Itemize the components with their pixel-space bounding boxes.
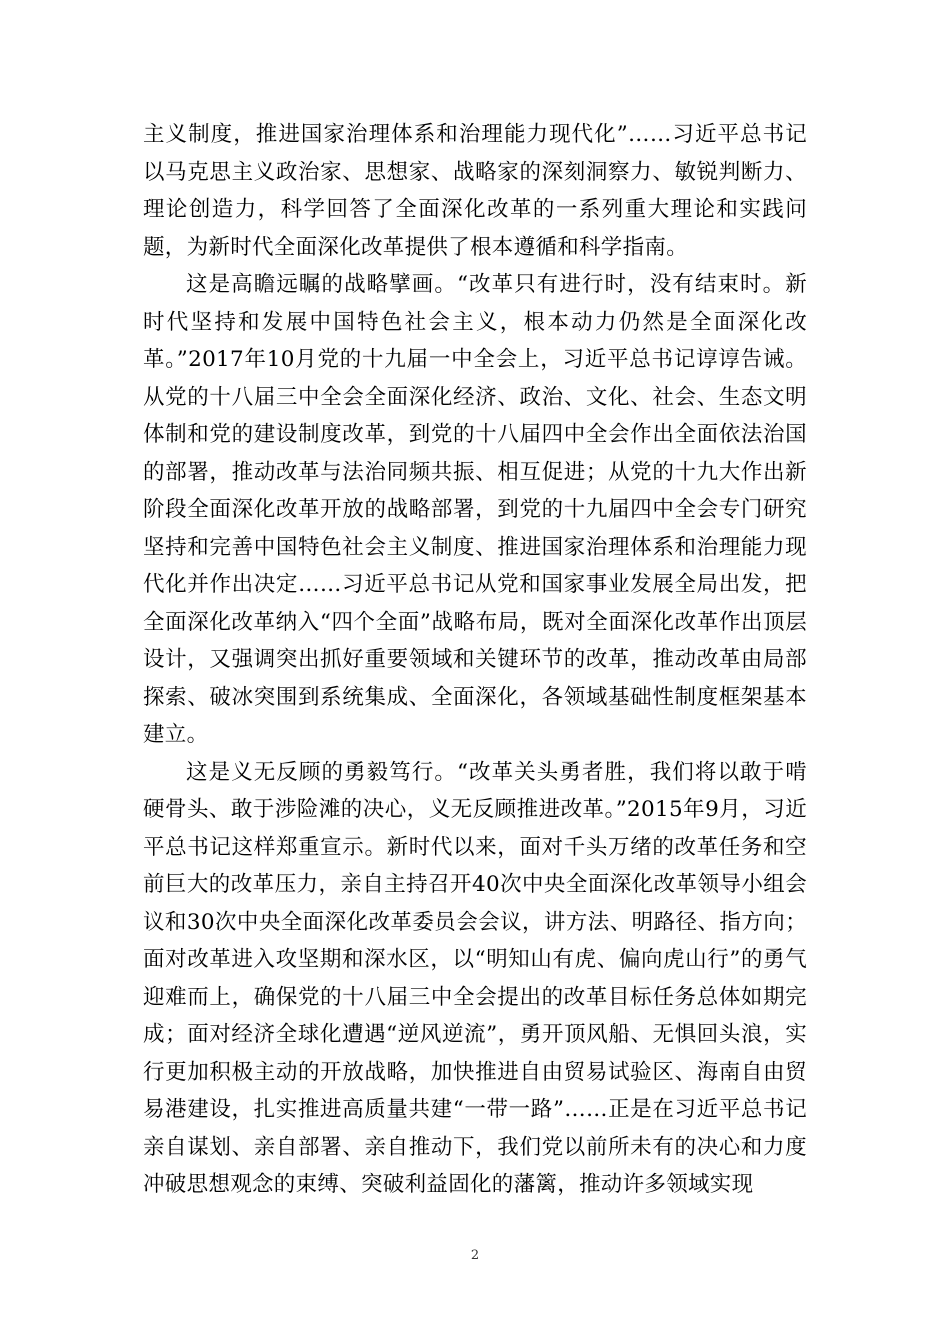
- paragraph-continuation: 主义制度，推进国家治理体系和治理能力现代化”……习近平总书记以马克思主义政治家、思想家、战略家的深刻洞察力、敏锐判断力、理论创造力，科学回答了全面深化改革的一系列重大理论和实践问题，为新时代全面深化改革提供了根本遵循和科学指南。: [143, 122, 807, 260]
- paragraph-strategic-plan: 这是高瞻远瞩的战略擘画。“改革只有进行时，没有结束时。新时代坚持和发展中国特色社会主义，根本动力仍然是全面深化改革。”2017年10月党的十九届一中全会上，习近平总书记谆谆告诫。从党的十八届三中全会全面深化经济、政治、文化、社会、生态文明体制和党的建设制度改革，到党的十八届四中全会作出全面依法治国的部署，推动改革与法治同频共振、相互促进；从党的十九大作出新阶段全面深化改革开放的战略部署，到党的十九届四中全会专门研究坚持和完善中国特色社会主义制度、推进国家治理体系和治理能力现代化并作出决定……习近平总书记从党和国家事业发展全局出发，把全面深化改革纳入“四个全面”战略布局，既对全面深化改革作出顶层设计，又强调突出抓好重要领域和关键环节的改革，推动改革由局部探索、破冰突围到系统集成、全面深化，各领域基础性制度框架基本建立。: [143, 272, 807, 747]
- page-number: 2: [470, 1248, 480, 1263]
- document-body: [143, 116, 807, 1204]
- paragraph-resolute-action: 这是义无反顾的勇毅笃行。“改革关头勇者胜，我们将以敢于啃硬骨头、敢于涉险滩的决心，义无反顾推进改革。”2015年9月，习近平总书记这样郑重宣示。新时代以来，面对千头万绪的改革任务和空前巨大的改革压力，亲自主持召开40次中央全面深化改革领导小组会议和30次中央全面深化改革委员会会议，讲方法、明路径、指方向；面对改革进入攻坚期和深水区，以“明知山有虎、偏向虎山行”的勇气迎难而上，确保党的十八届三中全会提出的改革目标任务总体如期完成；面对经济全球化遭遇“逆风逆流”，勇开顶风船、无惧回头浪，实行更加积极主动的开放战略，加快推进自由贸易试验区、海南自由贸易港建设，扎实推进高质量共建“一带一路”……正是在习近平总书记亲自谋划、亲自部署、亲自推动下，我们党以前所未有的决心和力度冲破思想观念的束缚、突破利益固化的藩篱，推动许多领域实现: [143, 759, 807, 1197]
